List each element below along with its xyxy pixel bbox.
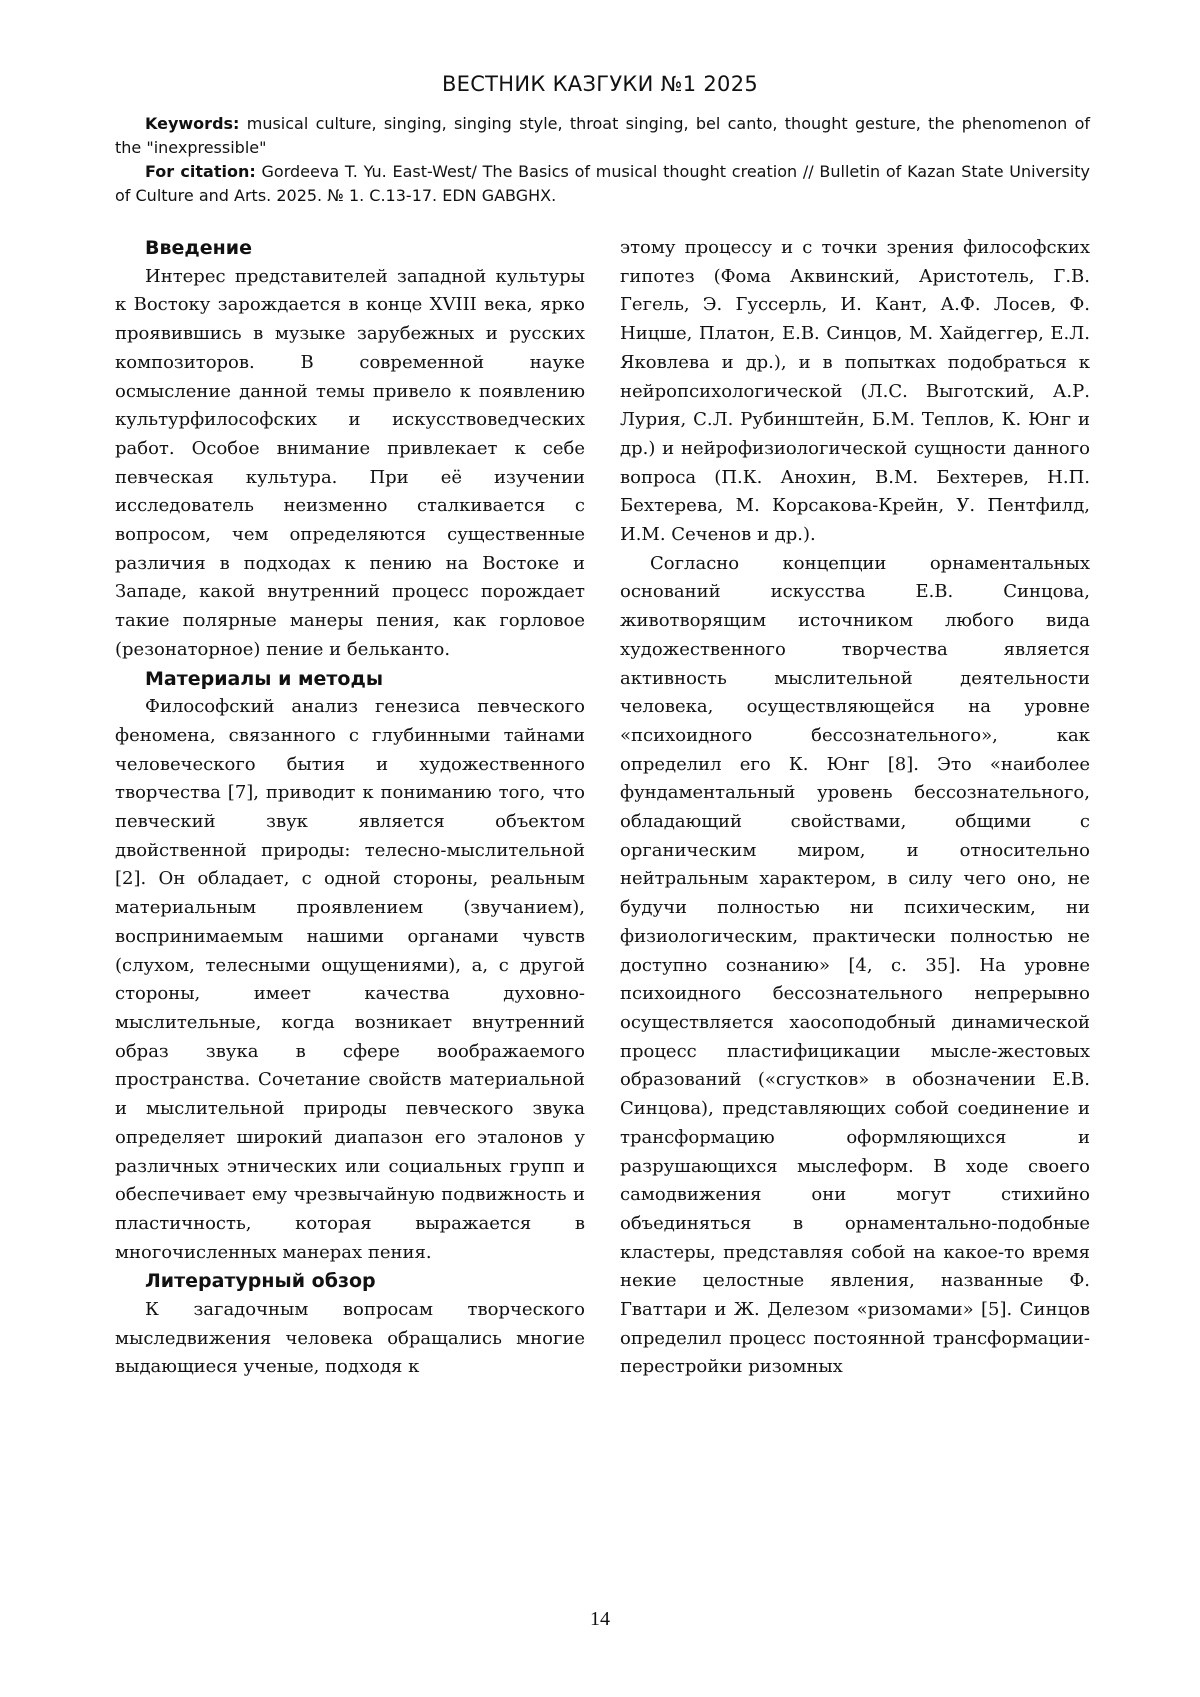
- keywords-text: musical culture, singing, singing style, throat singing, bel canto, thought gesture, the phenomenon of the "inexpressible": [115, 114, 1090, 157]
- citation-text: Gordeeva T. Yu. East-West/ The Basics of musical thought creation // Bulletin of Kazan State University of Culture and Arts. 2025. № 1. C.13-17. EDN GABGHX.: [115, 162, 1091, 205]
- keywords-paragraph: [115, 112, 1090, 160]
- methods-paragraph: Философский анализ генезиса певческого феномена, связанного с глубинными тайнами человеческого бытия и художественного творчества [7], приводит к пониманию того, что певческий звук является объектом двойственной природы: телесно-мыслительной [2]. Он обладает, с одной стороны, реальным материальным проявлением (звучанием), воспринимаемым нашими органами чувств (слухом, телесными ощущениями), а, с другой стороны, имеет качества духовно-мыслительные, когда возникает внутренний образ звука в сфере воображаемого пространства. Сочетание свойств материальной и мыслительной природы певческого звука определяет широкий диапазон его эталонов у различных этнических или социальных групп и обеспечивает ему чрезвычайную подвижность и пластичность, которая выражается в многочисленных манерах пения.: [115, 696, 585, 1263]
- article-meta: [115, 112, 1090, 208]
- review-paragraph-2: Согласно концепции орнаментальных оснований искусства Е.В. Синцова, животворящим источником любого вида художественного творчества является активность мыслительной деятельности человека, осуществляющейся на уровне «психоидного бессознательного», как определил его К. Юнг [8]. Это «наиболее фундаментальный уровень бессознательного, обладающий свойствами, общими с органическим миром, и относительно нейтральным характером, в силу чего оно, не будучи полностью ни психическим, ни физиологическим, практически полностью не доступно сознанию» [4, с. 35]. На уровне психоидного бессознательного непрерывно осуществляется хаосоподобный динамической процесс пластифицикации мысле-жестовых образований («сгустков» в обозначении Е.В. Синцова), представляющих собой соединение и трансформацию оформляющихся и разрушающихся мыслеформ. В ходе своего самодвижения они могут стихийно объединяться в орнаментально-подобные кластеры, представляя собой на какое-то время некие целостные явления, названные Ф. Гваттари и Ж. Делезом «ризомами» [5]. Синцов определил процесс постоянной трансформации-перестройки ризомных: [620, 552, 1090, 1378]
- page-number: 14: [590, 1608, 610, 1630]
- journal-title: ВЕСТНИК КАЗГУКИ №1 2025: [441, 72, 759, 96]
- left-column: [115, 234, 585, 1382]
- intro-paragraph: Интерес представителей западной культуры к Востоку зарождается в конце XVIII века, ярко проявившись в музыке зарубежных и русских композиторов. В современной науке осмысление данной темы привело к появлению культурфилософских и искусствоведческих работ. Особое внимание привлекает к себе певческая культура. При её изучении исследователь неизменно сталкивается с вопросом, чем определяются существенные различия в подходах к пению на Востоке и Западе, какой внутренний процесс порождает такие полярные манеры пения, как горловое (резонаторное) пение и бельканто.: [115, 265, 585, 660]
- keywords-label: Keywords:: [145, 114, 240, 133]
- review-heading: Литературный обзор: [145, 1270, 376, 1293]
- right-column: [620, 234, 1090, 1382]
- methods-heading: Материалы и методы: [145, 667, 384, 690]
- review-paragraph-start: К загадочным вопросам творческого мыследвижения человека обращались многие выдающиеся ученые, подходя к: [115, 1299, 585, 1378]
- citation-paragraph: [115, 160, 1090, 208]
- intro-heading: Введение: [145, 237, 252, 259]
- review-paragraph-continued: этому процессу и с точки зрения философских гипотез (Фома Аквинский, Аристотель, Г.В. Гегель, Э. Гуссерль, И. Кант, А.Ф. Лосев, Ф. Ницше, Платон, Е.В. Синцов, М. Хайдеггер, Е.Л. Яковлева и др.), и в попытках подобраться к нейропсихологической (Л.С. Выготский, А.Р. Лурия, С.Л. Рубинштейн, Б.М. Теплов, К. Юнг и др.) и нейрофизиологической сущности данного вопроса (П.К. Анохин, В.М. Бехтерев, Н.П. Бехтерева, М. Корсакова-Крейн, У. Пентфилд, И.М. Сеченов и др.).: [620, 237, 1090, 546]
- citation-label: For citation:: [145, 162, 256, 181]
